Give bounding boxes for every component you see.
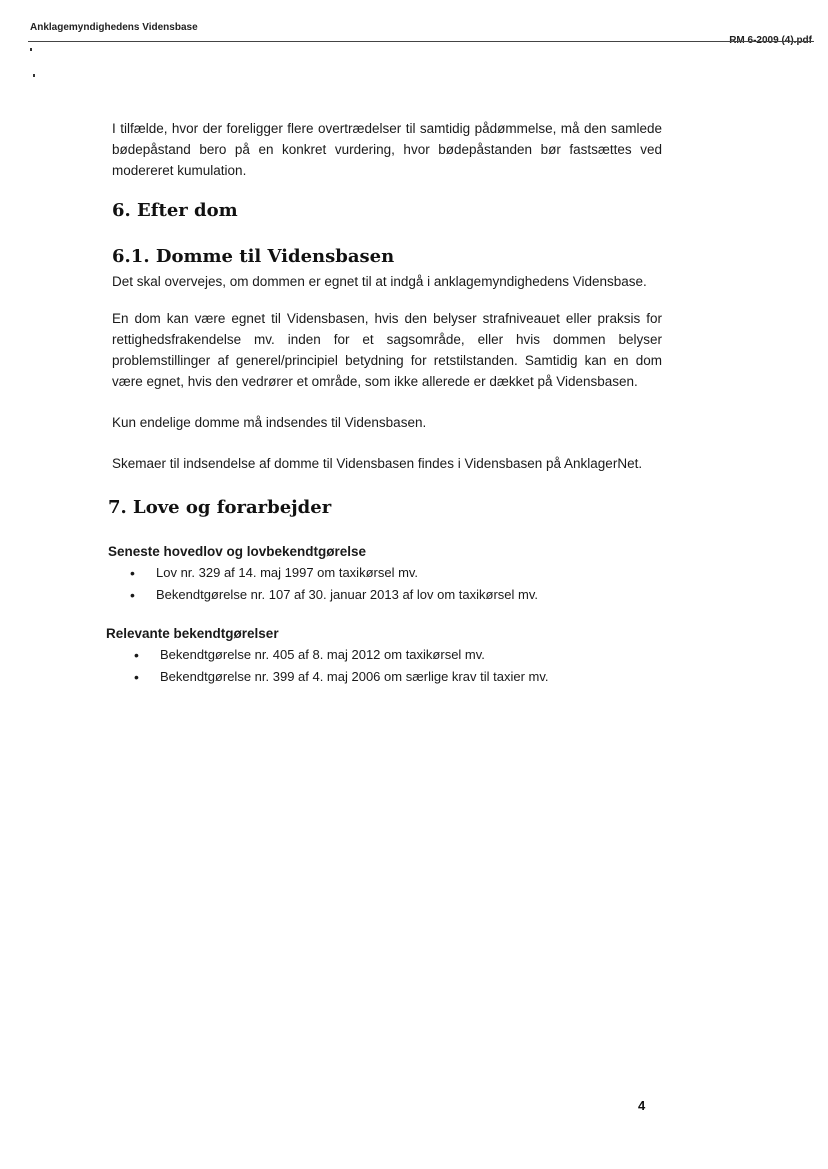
margin-mark [33,74,35,77]
header-publisher: Anklagemyndighedens Vidensbase [30,22,198,33]
list-item: • Bekendtgørelse nr. 405 af 8. maj 2012 om taxikørsel mv. [160,644,662,666]
intro-paragraph: I tilfælde, hvor der foreligger flere overtrædelser til samtidig pådømmelse, må den samlede bødepåstand bero på en konkret vurdering, hvor bødepåstanden bør fastsættes ved modereret kumulation. [112,121,662,178]
section-6-1-title: 6.1. Domme til Vidensbasen [112,246,395,267]
group-heading: Relevante bekendtgørelser [106,626,279,641]
document-body [106,118,662,688]
page-number: 4 [638,1098,646,1113]
paragraph: Det skal overvejes, om dommen er egnet til at indgå i anklagemyndighedens Vidensbase. [112,274,647,289]
header-rule [28,41,814,42]
list-item: • Bekendtgørelse nr. 107 af 30. januar 2013 af lov om taxikørsel mv. [156,584,662,606]
section-6-title: 6. Efter dom [112,200,238,221]
margin-mark [30,48,32,51]
list-item: • Bekendtgørelse nr. 399 af 4. maj 2006 om særlige krav til taxier mv. [160,666,662,688]
paragraph: Kun endelige domme må indsendes til Vidensbasen. [112,415,427,430]
section-7-title: 7. Love og forarbejder [108,497,332,518]
paragraph: En dom kan være egnet til Vidensbasen, hvis den belyser strafniveauet eller praksis for rettighedsfrakendelse mv. inden for et sagsområde, eller hvis dommen belyser problemstillinger af generel/principiel betydning for retstilstanden. Samtidig kan en dom være egnet, hvis den vedrører et område, som ikke allerede er dækket på Vidensbasen. [112,311,662,389]
list-item: • Lov nr. 329 af 14. maj 1997 om taxikørsel mv. [156,562,662,584]
regulation-list [112,644,662,688]
law-list [112,562,662,606]
group-heading: Seneste hovedlov og lovbekendtgørelse [108,544,367,559]
paragraph: Skemaer til indsendelse af domme til Vidensbasen findes i Vidensbasen på AnklagerNet. [112,456,643,471]
